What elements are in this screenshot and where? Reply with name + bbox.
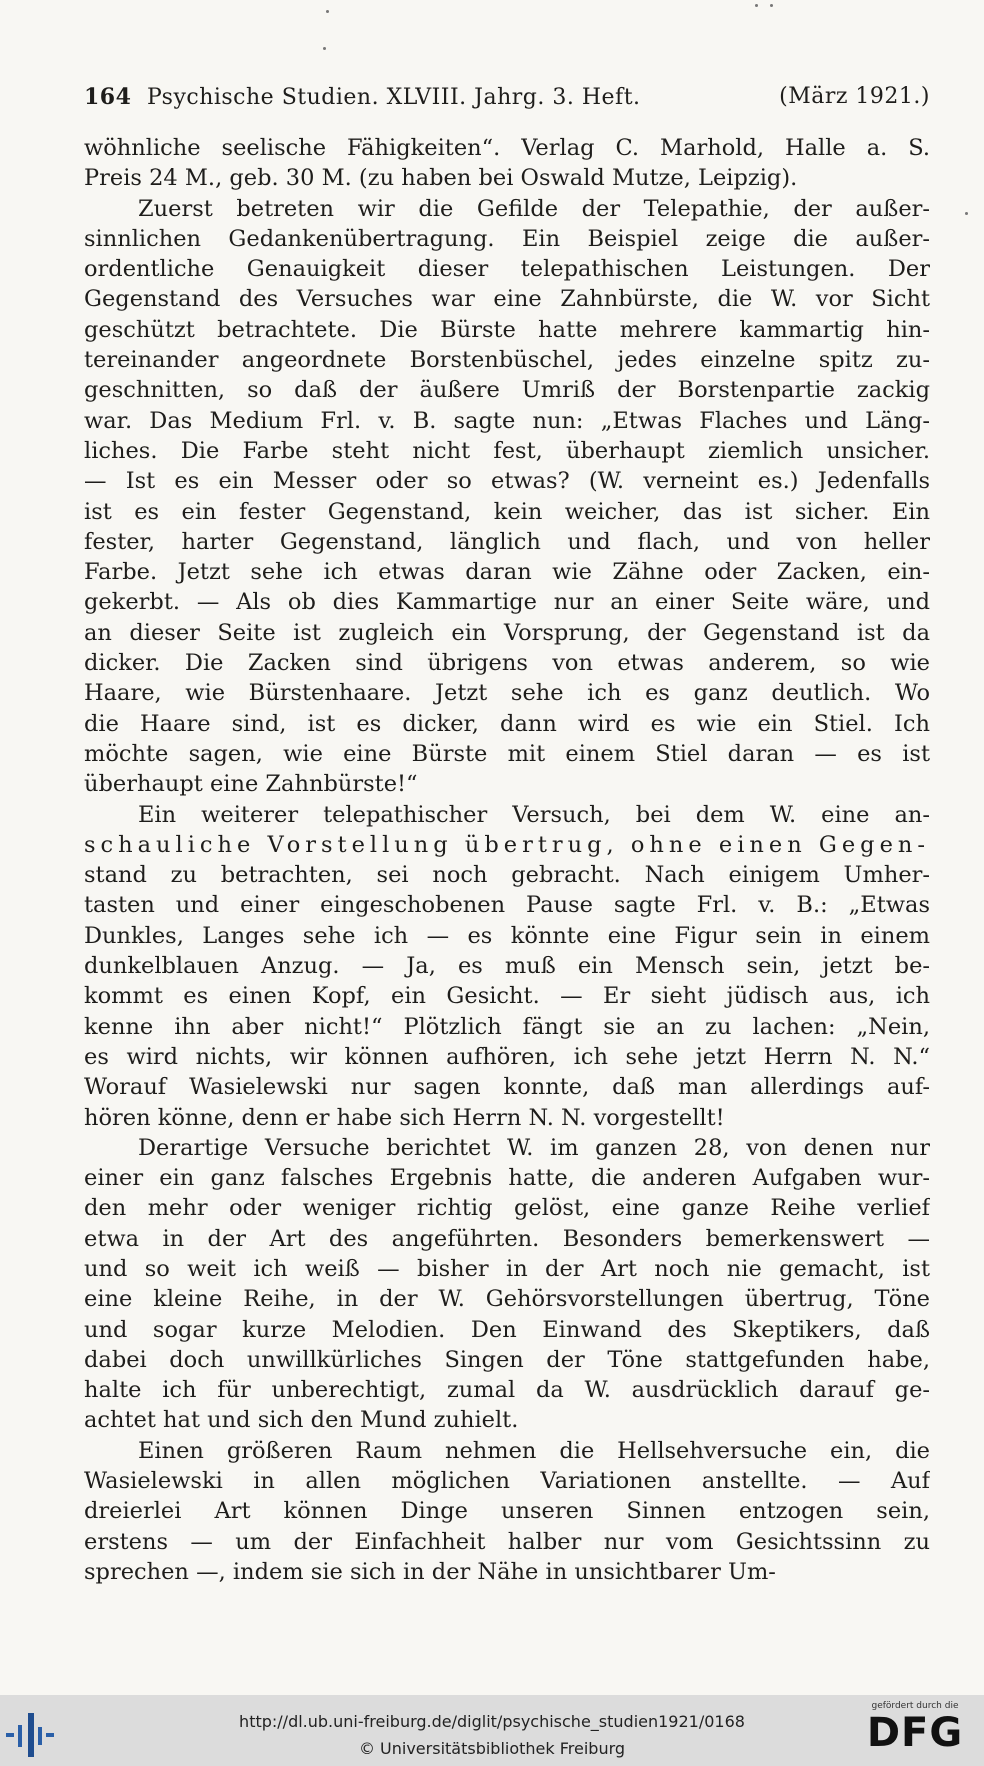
text-line: fester, harter Gegenstand, länglich und flach, und von heller xyxy=(84,528,930,555)
text-line: halte ich für unberechtigt, zumal da W. ausdrücklich darauf ge- xyxy=(84,1377,930,1404)
running-title: Psychische Studien. XLVIII. Jahrg. 3. Heft. xyxy=(146,85,641,110)
text-line: möchte sagen, wie eine Bürste mit einem Stiel daran — es ist xyxy=(84,740,930,767)
text-line: Ein weiterer telepathischer Versuch, bei dem W. eine an- xyxy=(138,801,930,828)
text-line: Farbe. Jetzt sehe ich etwas daran wie Zähne oder Zacken, ein- xyxy=(84,559,930,586)
text-line: dreierlei Art können Dinge unseren Sinnen entzogen sein, xyxy=(84,1498,930,1525)
text-line: tasten und einer eingeschobenen Pause sagte Frl. v. B.: „Etwas xyxy=(84,892,930,919)
text-line: es wird nichts, wir können aufhören, ich sehe jetzt Herrn N. N.“ xyxy=(84,1043,930,1070)
text-line: hören könne, denn er habe sich Herrn N. N. vorgestellt! xyxy=(84,1104,725,1131)
text-line: wöhnliche seelische Fähigkeiten“. Verlag C. Marhold, Halle a. S. xyxy=(84,135,930,161)
text-line: — Ist es ein Messer oder so etwas? (W. verneint es.) Jedenfalls xyxy=(84,468,930,495)
dfg-wordmark: DFG xyxy=(866,1710,964,1756)
paragraph xyxy=(84,1133,930,1436)
dfg-tagline: gefördert durch die xyxy=(871,1701,959,1711)
text-line: Wasielewski in allen möglichen Variationen anstellte. — Auf xyxy=(84,1468,930,1495)
paragraph xyxy=(84,194,930,800)
issue-date: (März 1921.) xyxy=(779,84,930,109)
text-line: einer ein ganz falsches Ergebnis hatte, die anderen Aufgaben wur- xyxy=(84,1165,930,1192)
text-line: Preis 24 M., geb. 30 M. (zu haben bei Oswald Mutze, Leipzig). xyxy=(84,165,798,192)
text-line: kommt es einen Kopf, ein Gesicht. — Er sieht jüdisch aus, ich xyxy=(84,983,930,1010)
paragraph xyxy=(84,800,930,1133)
text-line: etwa in der Art des angeführten. Besonders bemerkenswert — xyxy=(84,1225,930,1252)
text-line: sprechen —, indem sie sich in der Nähe in unsichtbarer Um- xyxy=(84,1558,776,1585)
copyright-notice: © Universitätsbibliothek Freiburg xyxy=(358,1739,626,1758)
viewer-footer xyxy=(0,1695,984,1766)
text-line: Worauf Wasielewski nur sagen konnte, daß man allerdings auf- xyxy=(84,1074,930,1101)
text-line: Einen größeren Raum nehmen die Hellsehversuche ein, die xyxy=(138,1437,930,1464)
text-line: kenne ihn aber nicht!“ Plötzlich fängt sie an zu lachen: „Nein, xyxy=(84,1013,930,1040)
page-number: 164 xyxy=(84,84,132,110)
text-line: und sogar kurze Melodien. Den Einwand des Skeptikers, daß xyxy=(84,1316,930,1343)
text-line: die Haare sind, ist es dicker, dann wird es wie ein Stiel. Ich xyxy=(84,710,930,737)
paragraph xyxy=(84,1436,930,1587)
text-line: ist es ein fester Gegenstand, kein weicher, das ist sicher. Ein xyxy=(84,498,930,525)
text-line: dunkelblauen Anzug. — Ja, es muß ein Mensch sein, jetzt be- xyxy=(84,953,930,980)
paragraph xyxy=(84,133,930,194)
text-line: ordentliche Genauigkeit dieser telepathischen Leistungen. Der xyxy=(84,256,930,283)
text-line: schauliche Vorstellung übertrug, ohne einen Gegen- xyxy=(84,831,930,858)
text-line: Zuerst betreten wir die Gefilde der Telepathie, der außer- xyxy=(138,195,930,222)
text-line: gekerbt. — Als ob dies Kammartige nur an einer Seite wäre, und xyxy=(84,589,930,616)
text-line: erstens — um der Einfachheit halber nur vom Gesichtssinn zu xyxy=(84,1528,930,1555)
body-text xyxy=(84,133,930,1587)
text-line: tereinander angeordnete Borstenbüschel, jedes einzelne spitz zu- xyxy=(84,347,930,374)
text-line: und so weit ich weiß — bisher in der Art noch nie gemacht, ist xyxy=(84,1255,930,1282)
text-line: stand zu betrachten, sei noch gebracht. Nach einigem Umher- xyxy=(84,862,930,889)
text-line: Dunkles, Langes sehe ich — es könnte eine Figur sein in einem xyxy=(84,922,930,949)
text-line: geschützt betrachtete. Die Bürste hatte mehrere kammartig hin- xyxy=(84,316,930,343)
text-line: dabei doch unwillkürliches Singen der Töne stattgefunden habe, xyxy=(84,1346,930,1373)
text-line: Gegenstand des Versuches war eine Zahnbürste, die W. vor Sicht xyxy=(84,286,930,313)
running-header xyxy=(84,84,930,110)
text-line: Derartige Versuche berichtet W. im ganzen 28, von denen nur xyxy=(138,1134,930,1161)
text-line: eine kleine Reihe, in der W. Gehörsvorstellungen übertrug, Töne xyxy=(84,1286,930,1313)
text-line: überhaupt eine Zahnbürste!“ xyxy=(84,771,418,798)
text-line: war. Das Medium Frl. v. B. sagte nun: „Etwas Flaches und Läng- xyxy=(84,407,930,434)
text-line: sinnlichen Gedankenübertragung. Ein Beispiel zeige die außer- xyxy=(84,225,930,252)
text-line: an dieser Seite ist zugleich ein Vorsprung, der Gegenstand ist da xyxy=(84,619,930,646)
text-line: dicker. Die Zacken sind übrigens von etwas anderem, so wie xyxy=(84,650,930,677)
dfg-logo[interactable] xyxy=(860,1701,970,1763)
text-line: den mehr oder weniger richtig gelöst, eine ganze Reihe verlief xyxy=(84,1195,930,1222)
text-line: Haare, wie Bürstenhaare. Jetzt sehe ich es ganz deutlich. Wo xyxy=(84,680,930,707)
text-line: achtet hat und sich den Mund zuhielt. xyxy=(84,1407,519,1434)
document-url[interactable]: http://dl.ub.uni-freiburg.de/diglit/psychische_studien1921/0168 xyxy=(239,1712,745,1731)
text-line: geschnitten, so daß der äußere Umriß der Borstenpartie zackig xyxy=(84,377,930,404)
text-line: liches. Die Farbe steht nicht fest, überhaupt ziemlich unsicher. xyxy=(84,437,930,464)
